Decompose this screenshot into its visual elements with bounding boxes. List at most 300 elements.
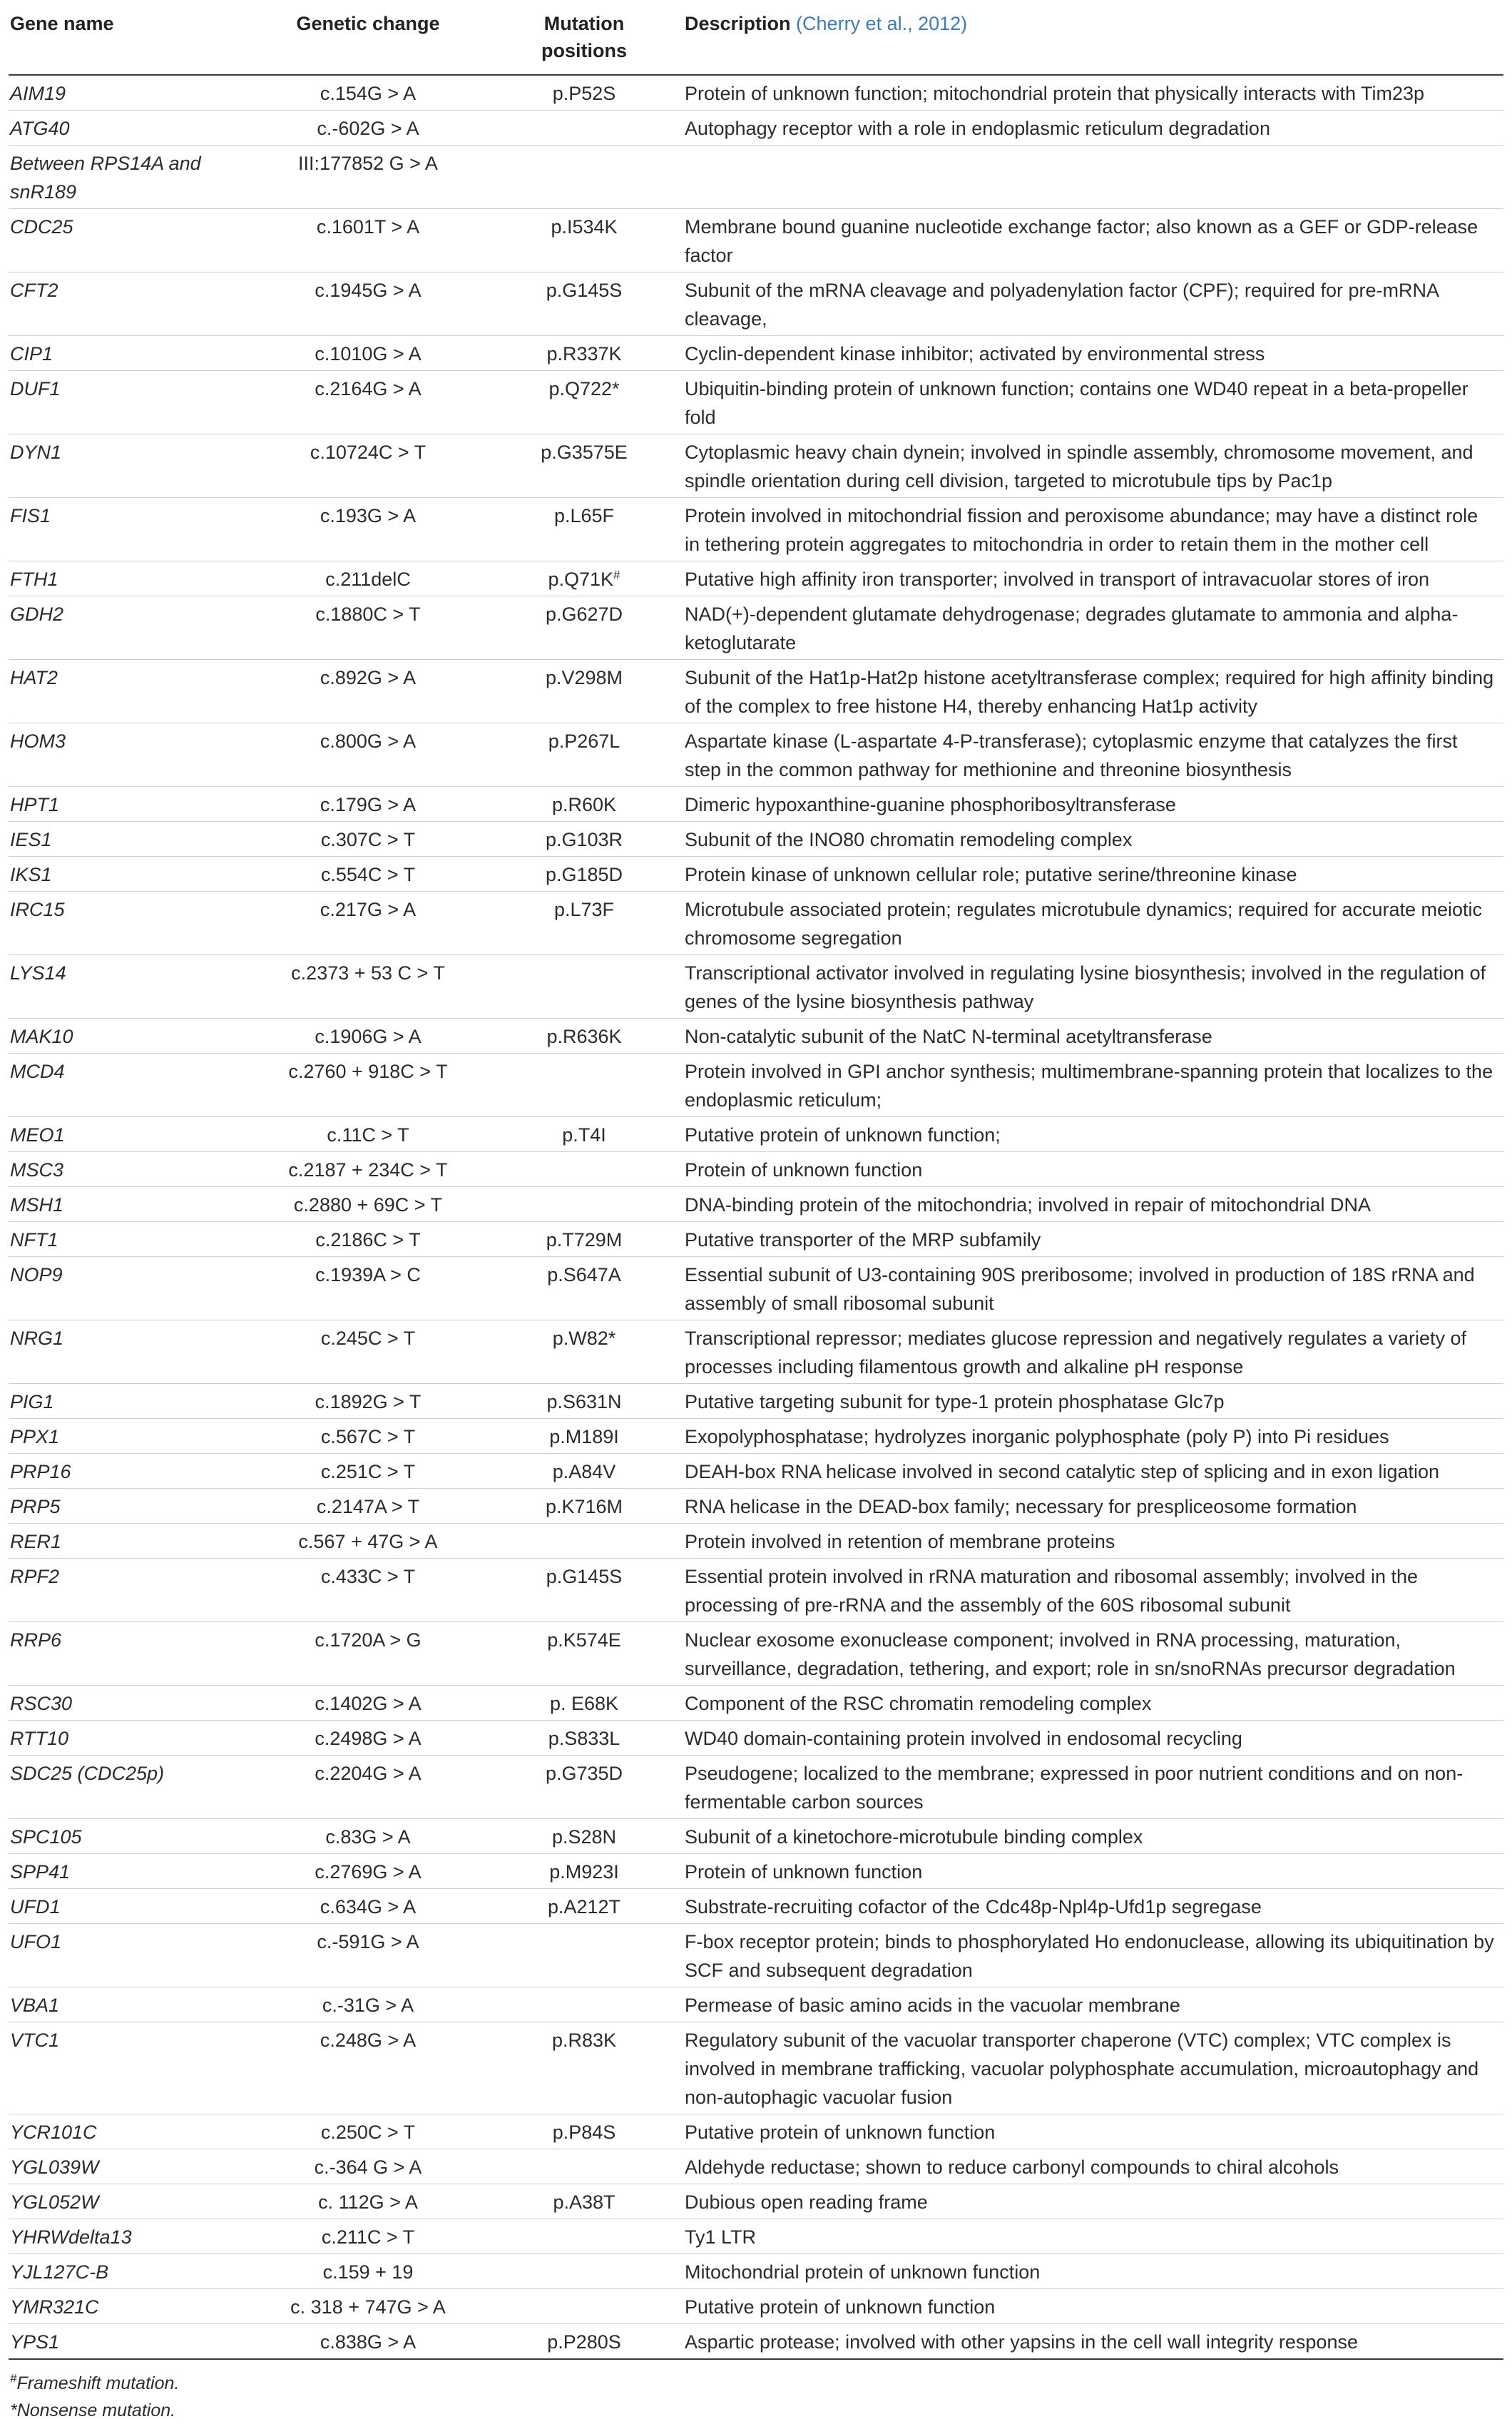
- description-cell: [666, 596, 1503, 660]
- gene-name-cell: [9, 1054, 234, 1117]
- genetic-change-cell-text: c.251C > T: [320, 1461, 416, 1482]
- mutation-position-cell: [502, 1454, 666, 1489]
- mutation-position-cell: [502, 1320, 666, 1384]
- genetic-change-cell: [234, 336, 502, 371]
- description-cell: [666, 1257, 1503, 1320]
- description-cell-text: Transcriptional repressor; mediates glucose repression and negatively regulates a variety of processes including filamentous growth and alkaline pH response: [685, 1328, 1467, 1377]
- genetic-change-cell: [234, 561, 502, 596]
- gene-name-cell: [9, 1320, 234, 1384]
- gene-name-cell-text: YCR101C: [10, 2122, 97, 2143]
- gene-name-cell-text: MSH1: [10, 1194, 64, 1216]
- genetic-change-cell: [234, 498, 502, 561]
- mutation-position-cell-text: p.S833L: [548, 1728, 620, 1749]
- description-cell: [666, 336, 1503, 371]
- description-cell-text: Protein involved in GPI anchor synthesis; multimembrane-spanning protein that localizes to the endoplasmic reticulum;: [685, 1061, 1493, 1111]
- description-cell-text: Subunit of the mRNA cleavage and polyadenylation factor (CPF); required for pre-mRNA cleavage,: [685, 280, 1439, 330]
- genetic-change-cell: [234, 1721, 502, 1756]
- description-cell-text: RNA helicase in the DEAD-box family; necessary for prespliceosome formation: [685, 1496, 1357, 1517]
- description-cell: [666, 822, 1503, 857]
- gene-name-cell: [9, 955, 234, 1019]
- mutation-position-cell: [502, 1117, 666, 1152]
- description-cell: [666, 2254, 1503, 2289]
- description-cell: [666, 1152, 1503, 1187]
- table-row: [9, 1384, 1503, 1419]
- mutation-position-cell: [502, 1889, 666, 1924]
- table-row: [9, 2114, 1503, 2149]
- genetic-change-cell: [234, 1489, 502, 1524]
- gene-name-cell-text: CDC25: [10, 216, 73, 238]
- mutation-position-cell-text: p.R60K: [551, 794, 617, 815]
- footnote-frameshift: [10, 2370, 1503, 2397]
- table-row: [9, 1686, 1503, 1721]
- footnote-nonsense: [10, 2397, 1503, 2424]
- table-row: [9, 1454, 1503, 1489]
- genetic-change-cell: [234, 1117, 502, 1152]
- table-row: [9, 1524, 1503, 1559]
- footnote-text: *Nonsense mutation.: [10, 2400, 176, 2420]
- mutation-position-cell: [502, 2022, 666, 2114]
- table-row: [9, 1489, 1503, 1524]
- genetic-change-cell: [234, 209, 502, 273]
- genetic-change-cell-text: c.433C > T: [320, 1566, 416, 1587]
- description-cell-text: Substrate-recruiting cofactor of the Cdc48p-Npl4p-Ufd1p segregase: [685, 1896, 1262, 1918]
- gene-name-cell-text: GDH2: [10, 604, 64, 625]
- description-cell: [666, 1187, 1503, 1222]
- mutation-position-cell: [502, 1019, 666, 1054]
- gene-name-cell: [9, 892, 234, 955]
- genetic-change-cell: [234, 75, 502, 111]
- gene-name-cell-text: YMR321C: [10, 2296, 99, 2318]
- mutation-position-cell: [502, 1622, 666, 1686]
- description-cell-text: Protein of unknown function: [685, 1861, 923, 1883]
- mutation-position-cell: [502, 111, 666, 146]
- genetic-change-cell: [234, 822, 502, 857]
- mutation-position-cell-text: p.G145S: [546, 1566, 623, 1587]
- genetic-change-cell-text: c.211delC: [325, 569, 411, 590]
- mutation-position-cell: [502, 498, 666, 561]
- mutation-position-cell: [502, 1222, 666, 1257]
- genetic-change-cell: [234, 2114, 502, 2149]
- description-cell-text: Aspartate kinase (L-aspartate 4-P-transferase); cytoplasmic enzyme that catalyzes the first step in the common pathway for methionine and threonine biosynthesis: [685, 730, 1458, 780]
- gene-name-cell: [9, 2184, 234, 2219]
- gene-name-cell: [9, 723, 234, 787]
- footnote-mark: #: [613, 568, 620, 582]
- description-cell: [666, 498, 1503, 561]
- header-mutation-positions: [502, 0, 666, 75]
- genetic-change-cell-text: c.-31G > A: [322, 1995, 414, 2016]
- header-genetic-change: Genetic change: [234, 0, 502, 75]
- description-cell: [666, 1622, 1503, 1686]
- gene-name-cell: [9, 1686, 234, 1721]
- table-row: [9, 1222, 1503, 1257]
- gene-name-cell-text: DYN1: [10, 442, 62, 463]
- mutation-position-cell-text: p.G627D: [545, 604, 623, 625]
- genetic-change-cell-text: c.159 + 19: [322, 2261, 414, 2283]
- gene-name-cell-text: RTT10: [10, 1728, 69, 1749]
- description-cell-text: Protein kinase of unknown cellular role; putative serine/threonine kinase: [685, 864, 1297, 885]
- mutation-position-cell: [502, 2324, 666, 2360]
- mutation-position-cell: [502, 2219, 666, 2254]
- mutation-position-cell: [502, 660, 666, 723]
- table-row: [9, 2022, 1503, 2114]
- description-cell: [666, 1721, 1503, 1756]
- table-row: [9, 723, 1503, 787]
- gene-name-cell: [9, 822, 234, 857]
- description-cell: [666, 1019, 1503, 1054]
- gene-name-cell: [9, 1854, 234, 1889]
- gene-name-cell: [9, 1152, 234, 1187]
- table-row: [9, 1019, 1503, 1054]
- genetic-change-cell: [234, 2219, 502, 2254]
- mutation-position-cell: [502, 787, 666, 822]
- footnote-text: Frameshift mutation.: [16, 2373, 180, 2393]
- gene-name-cell-text: RPF2: [10, 1566, 60, 1587]
- mutation-position-cell: [502, 892, 666, 955]
- description-cell: [666, 1454, 1503, 1489]
- mutation-position-cell-text: p.R337K: [546, 343, 622, 365]
- table-row: [9, 1854, 1503, 1889]
- gene-name-cell-text: YGL039W: [10, 2156, 99, 2178]
- mutation-position-cell: [502, 2289, 666, 2324]
- genetic-change-cell: [234, 2184, 502, 2219]
- description-cell: [666, 857, 1503, 892]
- gene-name-cell: [9, 1924, 234, 1987]
- footnotes: [9, 2360, 1503, 2424]
- genetic-change-cell-text: c.1010G > A: [315, 343, 422, 365]
- mutation-position-cell: [502, 857, 666, 892]
- gene-name-cell-text: MAK10: [10, 1026, 73, 1047]
- genetic-change-cell: [234, 1854, 502, 1889]
- genetic-change-cell: [234, 892, 502, 955]
- genetic-change-cell: [234, 1187, 502, 1222]
- mutation-position-cell: [502, 1257, 666, 1320]
- genetic-change-cell: [234, 371, 502, 434]
- gene-name-cell: [9, 1019, 234, 1054]
- table-row: [9, 787, 1503, 822]
- genetic-change-cell-text: c.1892G > T: [315, 1391, 422, 1412]
- description-cell: [666, 1819, 1503, 1854]
- description-cell-text: Putative transporter of the MRP subfamily: [685, 1229, 1041, 1251]
- gene-name-cell: [9, 2324, 234, 2360]
- table-row: [9, 1054, 1503, 1117]
- gene-name-cell: [9, 596, 234, 660]
- gene-name-cell: [9, 2022, 234, 2114]
- gene-name-cell: [9, 1819, 234, 1854]
- description-cell-text: Putative protein of unknown function: [685, 2296, 996, 2318]
- gene-name-cell-text: UFD1: [10, 1896, 61, 1918]
- gene-name-cell: [9, 1222, 234, 1257]
- description-cell-text: Subunit of a kinetochore-microtubule binding complex: [685, 1826, 1143, 1848]
- genetic-change-cell-text: c.2187 + 234C > T: [288, 1159, 448, 1181]
- gene-name-cell: [9, 209, 234, 273]
- mutation-position-cell-text: p.W82*: [552, 1328, 616, 1349]
- genetic-change-cell-text: c.83G > A: [325, 1826, 411, 1848]
- genetic-change-cell-text: c.307C > T: [320, 829, 416, 850]
- table-row: [9, 1320, 1503, 1384]
- header-description: [666, 0, 1503, 75]
- table-body: [9, 75, 1503, 2359]
- description-cell-text: Non-catalytic subunit of the NatC N-terminal acetyltransferase: [685, 1026, 1212, 1047]
- mutation-position-cell-text: p.S647A: [547, 1264, 621, 1285]
- mutation-position-cell-text: p.Q722*: [548, 378, 620, 399]
- table-row: [9, 857, 1503, 892]
- genetic-change-cell: [234, 1320, 502, 1384]
- gene-name-cell-text: PRP5: [10, 1496, 61, 1517]
- genetic-change-cell-text: c.1601T > A: [316, 216, 420, 238]
- genetic-change-cell-text: c.634G > A: [320, 1896, 417, 1918]
- description-cell-text: Permease of basic amino acids in the vacuolar membrane: [685, 1995, 1180, 2016]
- table-row: [9, 1819, 1503, 1854]
- mutation-position-cell: [502, 1187, 666, 1222]
- table-row: [9, 892, 1503, 955]
- mutation-position-cell: [502, 1686, 666, 1721]
- gene-name-cell-text: SPC105: [10, 1826, 82, 1848]
- gene-name-cell-text: CFT2: [10, 280, 58, 301]
- genetic-change-cell-text: c.2769G > A: [315, 1861, 422, 1883]
- genetic-change-cell-text: c.193G > A: [320, 505, 417, 526]
- genetic-change-cell-text: c.2373 + 53 C > T: [291, 962, 445, 984]
- genetic-change-cell: [234, 1889, 502, 1924]
- table-row: [9, 1559, 1503, 1622]
- genetic-change-cell-text: c.1906G > A: [315, 1026, 422, 1047]
- description-cell-text: Protein of unknown function: [685, 1159, 923, 1181]
- mutation-position-cell: [502, 1489, 666, 1524]
- gene-name-cell-text: MEO1: [10, 1124, 65, 1146]
- gene-name-cell-text: ATG40: [10, 118, 70, 139]
- description-cell-text: Ty1 LTR: [685, 2226, 757, 2248]
- header-gene-name: Gene name: [9, 0, 234, 75]
- mutation-position-cell-text: p.M923I: [549, 1861, 619, 1883]
- genetic-change-cell: [234, 2254, 502, 2289]
- mutation-position-cell: [502, 146, 666, 209]
- mutation-position-cell-text: p.G3575E: [541, 442, 628, 463]
- description-cell-text: Subunit of the INO80 chromatin remodeling complex: [685, 829, 1133, 850]
- footnote-mark: #: [10, 2371, 17, 2385]
- gene-name-cell: [9, 1384, 234, 1419]
- description-cell-text: Autophagy receptor with a role in endoplasmic reticulum degradation: [685, 118, 1270, 139]
- table-row: [9, 1187, 1503, 1222]
- gene-name-cell-text: RRP6: [10, 1629, 62, 1651]
- mutation-position-cell: [502, 1054, 666, 1117]
- genetic-change-cell: [234, 1987, 502, 2022]
- mutation-position-cell-text: p.A38T: [553, 2191, 615, 2213]
- genetic-change-cell: [234, 1924, 502, 1987]
- gene-name-cell-text: LYS14: [10, 962, 66, 984]
- gene-name-cell-text: NRG1: [10, 1328, 64, 1349]
- table-row: [9, 596, 1503, 660]
- genetic-change-cell: [234, 660, 502, 723]
- gene-name-cell: [9, 1257, 234, 1320]
- gene-name-cell: [9, 146, 234, 209]
- table-row: [9, 434, 1503, 498]
- table-row: [9, 2324, 1503, 2360]
- mutation-position-cell-text: p.T4I: [562, 1124, 606, 1146]
- description-cell: [666, 787, 1503, 822]
- description-cell: [666, 1054, 1503, 1117]
- genetic-change-cell: [234, 1152, 502, 1187]
- genetic-change-cell-text: III:177852 G > A: [298, 153, 438, 174]
- mutation-position-cell-text: p.P280S: [547, 2331, 621, 2353]
- mutation-position-cell-text: p.M189I: [549, 1426, 619, 1447]
- mutation-position-cell-text: p.G735D: [545, 1763, 623, 1784]
- mutation-position-cell-text: p.G145S: [546, 280, 623, 301]
- description-cell-text: Dubious open reading frame: [685, 2191, 928, 2213]
- description-cell-text: Protein of unknown function; mitochondrial protein that physically interacts with Tim23p: [685, 83, 1425, 104]
- mutation-position-cell: [502, 2149, 666, 2184]
- genetic-change-cell: [234, 596, 502, 660]
- description-cell: [666, 2184, 1503, 2219]
- description-cell: [666, 434, 1503, 498]
- genetic-change-cell-text: c.1880C > T: [315, 604, 421, 625]
- mutation-position-cell: [502, 723, 666, 787]
- genetic-change-cell-text: c.2498G > A: [315, 1728, 422, 1749]
- gene-name-cell-text: IKS1: [10, 864, 52, 885]
- genetic-change-cell-text: c.179G > A: [320, 794, 417, 815]
- genetic-change-cell-text: c.2760 + 918C > T: [288, 1061, 448, 1082]
- mutation-position-cell-text: p.P52S: [552, 83, 616, 104]
- genetic-change-cell-text: c.10724C > T: [310, 442, 426, 463]
- gene-name-cell-text: NFT1: [10, 1229, 58, 1251]
- mutation-position-cell-text: p.A212T: [547, 1896, 621, 1918]
- gene-name-cell-text: IES1: [10, 829, 52, 850]
- table-row: [9, 561, 1503, 596]
- description-cell: [666, 2149, 1503, 2184]
- mutation-position-cell: [502, 371, 666, 434]
- genetic-change-cell: [234, 1524, 502, 1559]
- genetic-change-cell-text: c.838G > A: [320, 2331, 417, 2353]
- description-cell-text: Ubiquitin-binding protein of unknown function; contains one WD40 repeat in a beta-propeller fold: [685, 378, 1468, 428]
- genetic-change-cell-text: c.567 + 47G > A: [298, 1531, 438, 1552]
- description-cell-text: Microtubule associated protein; regulates microtubule dynamics; required for accurate meiotic chromosome segregation: [685, 899, 1483, 949]
- genetic-change-cell: [234, 434, 502, 498]
- table-row: [9, 498, 1503, 561]
- genetic-change-cell-text: c.1939A > C: [315, 1264, 421, 1285]
- table-row: [9, 111, 1503, 146]
- header-description-label: Description: [685, 13, 791, 34]
- genetic-change-cell-text: c.2880 + 69C > T: [293, 1194, 443, 1216]
- mutation-position-cell-text: p.S631N: [546, 1391, 622, 1412]
- gene-name-cell: [9, 857, 234, 892]
- genetic-change-cell-text: c.800G > A: [320, 730, 417, 752]
- gene-name-cell-text: YHRWdelta13: [10, 2226, 132, 2248]
- gene-name-cell: [9, 660, 234, 723]
- description-cell-text: Protein involved in retention of membrane proteins: [685, 1531, 1115, 1552]
- citation-link[interactable]: Cherry et al., 2012: [802, 13, 961, 34]
- gene-name-cell: [9, 1721, 234, 1756]
- description-cell: [666, 1524, 1503, 1559]
- genetic-change-cell-text: c.248G > A: [320, 2030, 417, 2051]
- gene-name-cell-text: PIG1: [10, 1391, 54, 1412]
- table-row: [9, 1721, 1503, 1756]
- gene-name-cell: [9, 561, 234, 596]
- mutation-position-cell-text: p.R83K: [551, 2030, 617, 2051]
- header-description-citation[interactable]: (Cherry et al., 2012): [796, 13, 968, 34]
- genetic-change-cell: [234, 1222, 502, 1257]
- mutation-position-cell: [502, 1756, 666, 1819]
- description-cell-text: Putative high affinity iron transporter; involved in transport of intravacuolar stores of iron: [685, 569, 1430, 590]
- description-cell-text: Mitochondrial protein of unknown function: [685, 2261, 1041, 2283]
- gene-name-cell-text: YJL127C-B: [10, 2261, 109, 2283]
- gene-name-cell: [9, 336, 234, 371]
- description-cell: [666, 273, 1503, 336]
- genetic-change-cell: [234, 2289, 502, 2324]
- description-cell: [666, 1854, 1503, 1889]
- description-cell: [666, 955, 1503, 1019]
- description-cell-text: Regulatory subunit of the vacuolar transporter chaperone (VTC) complex; VTC complex is involved in membrane trafficking, vacuolar polyphosphate accumulation, microautophagy and non-autophagic vacuolar fusion: [685, 2030, 1479, 2108]
- gene-name-cell: [9, 1889, 234, 1924]
- gene-name-cell-text: AIM19: [10, 83, 66, 104]
- description-cell: [666, 1384, 1503, 1419]
- genetic-change-cell: [234, 1257, 502, 1320]
- table-header: [9, 0, 1503, 75]
- mutation-position-cell: [502, 1419, 666, 1454]
- gene-name-cell: [9, 1419, 234, 1454]
- gene-name-cell-text: IRC15: [10, 899, 65, 920]
- description-cell-text: Nuclear exosome exonuclease component; involved in RNA processing, maturation, surveillance, degradation, tethering, and export; role in sn/snoRNAs precursor degradation: [685, 1629, 1456, 1679]
- genetic-change-cell: [234, 955, 502, 1019]
- gene-name-cell: [9, 1622, 234, 1686]
- description-cell-text: DNA-binding protein of the mitochondria; involved in repair of mitochondrial DNA: [685, 1194, 1371, 1216]
- gene-name-cell-text: HAT2: [10, 667, 58, 688]
- description-cell: [666, 1117, 1503, 1152]
- table-row: [9, 1889, 1503, 1924]
- table-row: [9, 273, 1503, 336]
- genetic-change-cell-text: c.2186C > T: [315, 1229, 421, 1251]
- table-row: [9, 1924, 1503, 1987]
- gene-name-cell: [9, 498, 234, 561]
- mutation-position-cell: [502, 273, 666, 336]
- gene-name-cell: [9, 1187, 234, 1222]
- gene-name-cell-text: VTC1: [10, 2030, 60, 2051]
- table-row: [9, 371, 1503, 434]
- gene-name-cell: [9, 1524, 234, 1559]
- gene-name-cell: [9, 2219, 234, 2254]
- table-row: [9, 1987, 1503, 2022]
- gene-name-cell-text: FTH1: [10, 569, 58, 590]
- mutation-position-cell: [502, 822, 666, 857]
- table-row: [9, 822, 1503, 857]
- gene-name-cell: [9, 2254, 234, 2289]
- description-cell-text: Putative protein of unknown function: [685, 2122, 996, 2143]
- table-row: [9, 1622, 1503, 1686]
- mutations-table: [9, 0, 1503, 2360]
- description-cell: [666, 75, 1503, 111]
- description-cell-text: Dimeric hypoxanthine-guanine phosphoribosyltransferase: [685, 794, 1176, 815]
- genetic-change-cell-text: c.211C > T: [321, 2226, 415, 2248]
- genetic-change-cell: [234, 1686, 502, 1721]
- description-cell: [666, 1320, 1503, 1384]
- description-cell: [666, 723, 1503, 787]
- description-cell: [666, 2022, 1503, 2114]
- table-row: [9, 336, 1503, 371]
- genetic-change-cell: [234, 111, 502, 146]
- gene-name-cell-text: PPX1: [10, 1426, 60, 1447]
- genetic-change-cell: [234, 273, 502, 336]
- gene-name-cell: [9, 1117, 234, 1152]
- description-cell-text: Exopolyphosphatase; hydrolyzes inorganic polyphosphate (poly P) into Pi residues: [685, 1426, 1389, 1447]
- description-cell: [666, 561, 1503, 596]
- gene-name-cell: [9, 2114, 234, 2149]
- description-cell-text: Aspartic protease; involved with other yapsins in the cell wall integrity response: [685, 2331, 1358, 2353]
- description-cell: [666, 1924, 1503, 1987]
- description-cell: [666, 1222, 1503, 1257]
- genetic-change-cell-text: c.250C > T: [320, 2122, 416, 2143]
- gene-name-cell: [9, 111, 234, 146]
- description-cell-text: F-box receptor protein; binds to phosphorylated Ho endonuclease, allowing its ubiquitination by SCF and subsequent degradation: [685, 1931, 1494, 1981]
- mutation-position-cell: [502, 2184, 666, 2219]
- mutation-position-cell-text: p.L73F: [553, 899, 615, 920]
- genetic-change-cell-text: c.554C > T: [320, 864, 416, 885]
